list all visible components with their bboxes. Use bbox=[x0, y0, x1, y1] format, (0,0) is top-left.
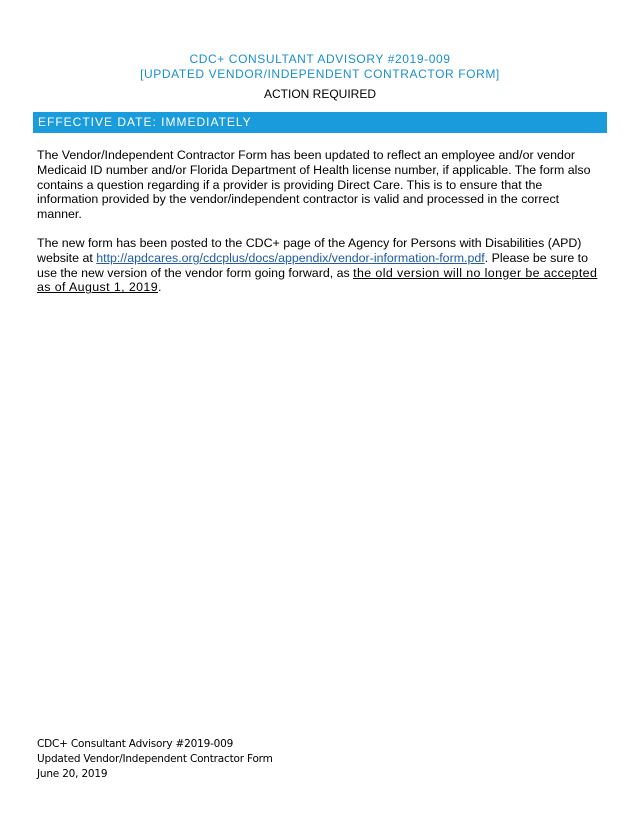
advisory-title: CDC+ CONSULTANT ADVISORY #2019-009 bbox=[189, 52, 451, 66]
action-required-label: ACTION REQUIRED bbox=[263, 87, 376, 101]
footer-advisory-number: CDC+ Consultant Advisory #2019-009 bbox=[37, 738, 234, 750]
effective-date-banner: EFFECTIVE DATE: IMMEDIATELY bbox=[33, 112, 607, 133]
footer-date: June 20, 2019 bbox=[37, 768, 108, 780]
advisory-subtitle: [UPDATED VENDOR/INDEPENDENT CONTRACTOR FORM] bbox=[140, 67, 500, 81]
deadline-emphasis-text: the old version will no longer be accepted as of August 1, 2019 bbox=[37, 265, 598, 295]
footer-advisory-title: Updated Vendor/Independent Contractor Form bbox=[37, 753, 273, 765]
page-footer bbox=[37, 737, 273, 782]
paragraph-end-text: . bbox=[157, 280, 162, 295]
vendor-form-link[interactable]: http://apdcares.org/cdcplus/docs/appendix/vendor-information-form.pdf bbox=[96, 250, 485, 265]
paragraph-mid-text: . Please be sure to use the new version of the vendor form going forward, as bbox=[37, 250, 589, 280]
paragraph-new-form bbox=[37, 236, 603, 295]
paragraph-intro-text: The new form has been posted to the CDC+ page of the Agency for Persons with Disabilities (APD) website at bbox=[37, 236, 582, 265]
advisory-header bbox=[0, 52, 640, 82]
paragraph-form-update: The Vendor/Independent Contractor Form has been updated to reflect an employee and/or vendor Medicaid ID number and/or Florida Department of Health license number, if applicable. The form also contains a question regarding if a provider is providing Direct Care. This is to ensure that the information provided by the vendor/independent contractor is valid and processed in the correct manner. bbox=[37, 148, 591, 222]
